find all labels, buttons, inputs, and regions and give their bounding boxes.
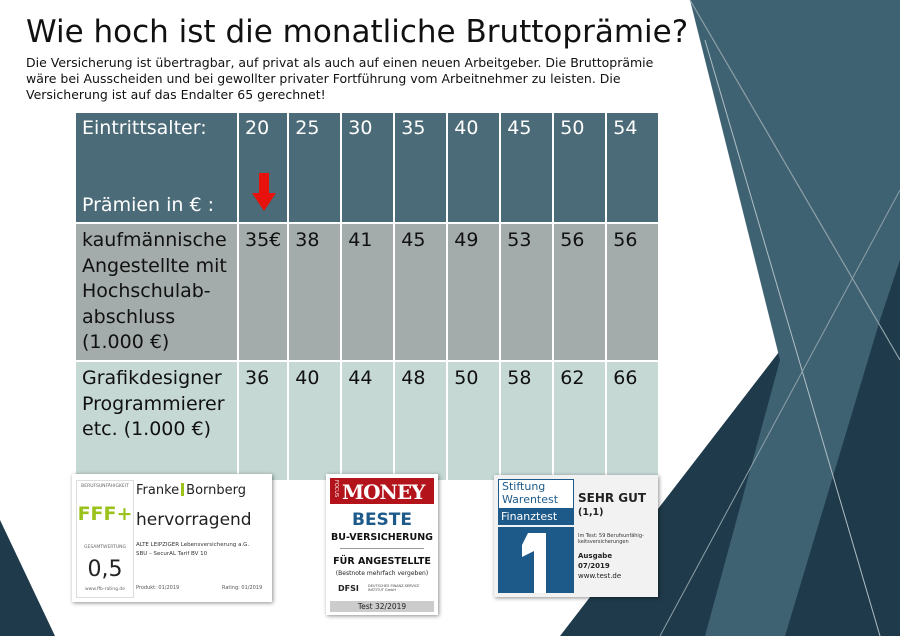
premium-cell: 56: [606, 223, 659, 361]
overall-label: GESAMTWERTUNG: [84, 545, 126, 550]
page-title: Wie hoch ist die monatliche Bruttoprämie?: [26, 14, 689, 50]
bu-label: BU-VERSICHERUNG: [331, 532, 433, 543]
brand-left: Franke: [136, 483, 180, 498]
table-row: [75, 361, 659, 481]
age-header: 35: [394, 112, 447, 223]
age-header: 30: [341, 112, 394, 223]
number-one-mark: [498, 527, 574, 593]
test-description: Im Test: 59 Berufsunfähig-keitsversicherungen: [578, 533, 644, 545]
row-label: kaufmännische Angestellte mit Hochschulab-abschluss (1.000 €): [75, 223, 238, 361]
focus-money-badge: [326, 474, 438, 615]
money-label: MONEY: [342, 480, 425, 504]
age-header: 50: [553, 112, 606, 223]
grade-text: hervorragend: [136, 510, 252, 530]
age-header-label: 20: [245, 117, 270, 139]
page-subtitle: Die Versicherung ist übertragbar, auf privat als auch auf einen neuen Arbeitgeber. Die Bruttoprämie wäre bei Ausscheiden und bei gewollter privater Fortführung vom Arbeitnehmer zu leisten. Die Versicherung ist auf das Endalter 65 gerechnet!: [26, 55, 654, 102]
header-label-cell: [75, 112, 238, 223]
product-name: SBU – SecurAL Tarif BV 10: [136, 551, 208, 557]
issue-label: Ausgabe: [578, 552, 613, 560]
premium-cell: 53: [500, 223, 553, 361]
divider: [340, 548, 424, 549]
test-url: www.test.de: [578, 572, 622, 580]
grade-text: SEHR GUT: [578, 491, 647, 505]
table-header-row: [75, 112, 659, 223]
age-header: 40: [447, 112, 500, 223]
overall-score: 0,5: [87, 557, 123, 582]
beste-label: BESTE: [351, 510, 413, 530]
dfsi-logo: DFSI: [338, 584, 359, 593]
company-name: ALTE LEIPZIGER Lebensversicherung a.G.: [136, 542, 250, 548]
down-arrow-icon: [251, 173, 277, 213]
row-label: Grafikdesigner Programmierer etc. (1.000 €): [75, 361, 238, 481]
premium-cell: 58: [500, 361, 553, 481]
premium-cell: 62: [553, 361, 606, 481]
premium-cell: 56: [553, 223, 606, 361]
premium-cell: 44: [341, 361, 394, 481]
number-one-icon: [498, 527, 574, 593]
age-header: 45: [500, 112, 553, 223]
premium-label: Prämien in € :: [82, 194, 215, 216]
category-label: BERUFSUNFÄHIGKEIT: [81, 484, 129, 489]
stiftung-label: Stiftung: [502, 480, 546, 493]
rating-url: www.ffb-rating.de: [84, 587, 126, 592]
brand-right: Bornberg: [186, 483, 247, 498]
finanztest-bar: [498, 509, 574, 525]
dfsi-name: DEUTSCHES FINANZ-SERVICE INSTITUT GmbH: [368, 584, 420, 592]
premium-cell: 50: [447, 361, 500, 481]
rating-column: [76, 480, 134, 598]
age-header: [238, 112, 288, 223]
entry-age-label: Eintrittsalter:: [82, 117, 207, 139]
brand-divider: [181, 483, 184, 496]
age-header: 54: [606, 112, 659, 223]
issue-date: 07/2019: [578, 562, 610, 570]
premium-cell: 36: [238, 361, 288, 481]
table-row: [75, 223, 659, 361]
age-header: 25: [288, 112, 341, 223]
rating-date: Rating: 01/2019: [222, 585, 263, 591]
premium-cell: 40: [288, 361, 341, 481]
franke-bornberg-badge: [72, 474, 272, 602]
premium-cell: 41: [341, 223, 394, 361]
stiftung-warentest-logo: [498, 479, 574, 509]
focus-label: FOCUS: [333, 480, 339, 498]
grade-score: (1,1): [578, 507, 604, 518]
finanztest-label: Finanztest: [501, 510, 558, 523]
franke-bornberg-logo: [136, 483, 246, 498]
premium-cell: 45: [394, 223, 447, 361]
note-label: (Bestnote mehrfach vergeben): [335, 570, 429, 577]
rating-value: FFF+: [77, 503, 133, 525]
test-label: Test 32/2019: [330, 601, 434, 612]
premium-cell: 48: [394, 361, 447, 481]
premium-cell: 66: [606, 361, 659, 481]
premium-cell: 38: [288, 223, 341, 361]
premium-cell: 49: [447, 223, 500, 361]
warentest-label: Warentest: [502, 493, 559, 506]
focus-money-logo: [330, 478, 434, 504]
premium-cell: 35€: [238, 223, 288, 361]
premium-table: [74, 111, 660, 482]
stiftung-warentest-badge: [494, 475, 658, 597]
product-date: Produkt: 01/2019: [136, 585, 180, 591]
audience-label: FÜR ANGESTELLTE: [333, 556, 431, 567]
